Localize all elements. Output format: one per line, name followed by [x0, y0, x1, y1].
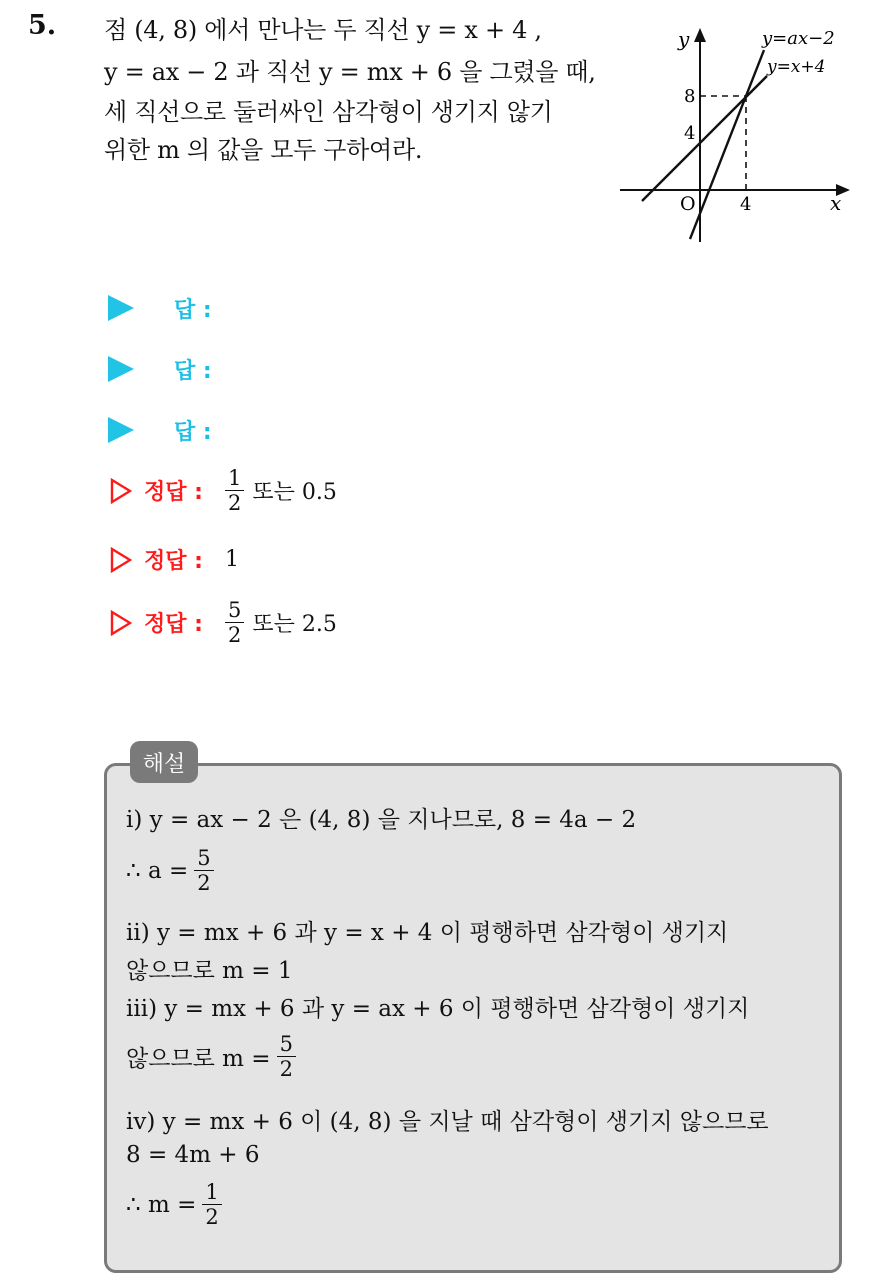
question-line-3: 세 직선으로 둘러싸인 삼각형이 생기지 않기: [104, 98, 553, 126]
fraction: [225, 598, 244, 647]
explanation-text: 않으므로 m =: [126, 1046, 271, 1073]
explanation-line-2: [126, 846, 222, 895]
answer-label: 답 :: [174, 358, 212, 384]
tick-label-y-4: 4: [684, 123, 696, 144]
explanation-line-5: ⅲ) y = mx + 6 과 y = ax + 6 이 평행하면 삼각형이 생기지: [126, 996, 750, 1022]
answer-label: 답 :: [174, 419, 212, 445]
correct-answer-3: [110, 598, 337, 647]
line-y-x-plus-4: [642, 76, 767, 201]
correct-suffix: 또는 0.5: [252, 480, 337, 506]
explanation-text: ∴ m =: [126, 1191, 197, 1218]
explanation-line-9: [126, 1180, 230, 1229]
play-arrow-icon: [108, 295, 134, 321]
numerator: 1: [202, 1180, 221, 1205]
fraction: [225, 466, 244, 515]
y-axis-label: y: [678, 27, 690, 51]
fraction: [194, 846, 213, 895]
correct-label: 정답 :: [144, 612, 203, 638]
numerator: 5: [194, 846, 213, 871]
explanation-line-7: ⅳ) y = mx + 6 이 (4, 8) 을 지날 때 삼각형이 생기지 않으므로: [126, 1109, 769, 1135]
numerator: 1: [225, 466, 244, 491]
denominator: 2: [227, 491, 242, 516]
correct-answer-2: [110, 544, 239, 575]
tick-label-x-4: 4: [740, 194, 752, 215]
correct-suffix: 또는 2.5: [252, 612, 337, 638]
line-label-x-4: y=x+4: [767, 57, 826, 77]
answer-label: 답 :: [174, 297, 212, 323]
line-label-ax-2: y=ax−2: [762, 28, 835, 49]
question-number: 5.: [28, 10, 57, 41]
explanation-badge: 해설: [130, 741, 198, 783]
answer-row-3[interactable]: [108, 410, 212, 450]
question-line-4: 위한 m 의 값을 모두 구하여라.: [104, 136, 423, 164]
line-graph: [612, 20, 862, 250]
play-arrow-icon: [108, 356, 134, 382]
numerator: 5: [277, 1032, 296, 1057]
explanation-line-8: 8 = 4m + 6: [126, 1142, 260, 1168]
correct-value: 1: [224, 547, 239, 572]
explanation-text: ∴ a =: [126, 857, 189, 884]
line-y-ax-minus-2: [690, 50, 764, 239]
denominator: 2: [205, 1205, 219, 1230]
denominator: 2: [227, 623, 242, 648]
answer-row-1[interactable]: [108, 288, 212, 328]
play-arrow-icon: [108, 417, 134, 443]
correct-label: 정답 :: [144, 549, 203, 574]
denominator: 2: [279, 1057, 293, 1082]
question-line-1: 점 (4, 8) 에서 만나는 두 직선 y = x + 4 ,: [104, 16, 542, 44]
explanation-line-3: ⅱ) y = mx + 6 과 y = x + 4 이 평행하면 삼각형이 생기지: [126, 920, 729, 946]
tick-label-y-8: 8: [684, 86, 696, 107]
origin-label: O: [680, 193, 696, 215]
outline-triangle-icon: [110, 478, 132, 504]
x-axis-label: x: [830, 191, 842, 215]
answer-row-2[interactable]: [108, 349, 212, 389]
outline-triangle-icon: [110, 610, 132, 636]
explanation-line-6: [126, 1032, 304, 1081]
denominator: 2: [197, 871, 211, 896]
numerator: 5: [225, 598, 244, 623]
explanation-line-4: 않으므로 m = 1: [126, 958, 293, 984]
question-line-2: y = ax − 2 과 직선 y = mx + 6 을 그렸을 때,: [104, 58, 596, 86]
fraction: [202, 1180, 221, 1229]
outline-triangle-icon: [110, 547, 132, 573]
correct-answer-1: [110, 466, 337, 515]
fraction: [277, 1032, 296, 1081]
correct-label: 정답 :: [144, 480, 203, 506]
explanation-line-1: ⅰ) y = ax − 2 은 (4, 8) 을 지나므로, 8 = 4a − 2: [126, 807, 637, 833]
